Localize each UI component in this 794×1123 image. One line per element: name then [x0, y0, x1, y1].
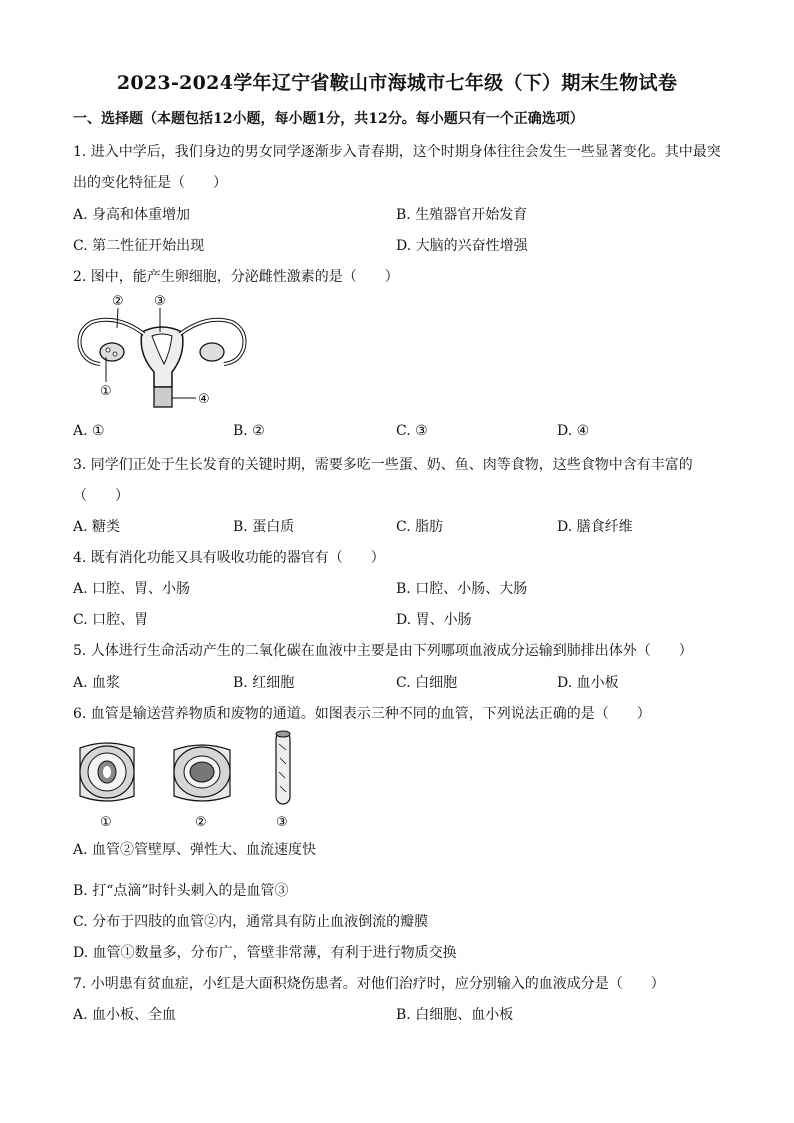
q5-option-d[interactable]: D. 血小板	[557, 675, 619, 691]
q2-option-a[interactable]: A. ①	[73, 423, 105, 439]
q6-label-1: ①	[100, 815, 112, 830]
q3-option-b[interactable]: B. 蛋白质	[233, 519, 295, 535]
q1-stem-line2: 出的变化特征是（ ）	[73, 175, 227, 191]
q3-option-c[interactable]: C. 脂肪	[396, 519, 444, 535]
q2-stem: 2. 图中，能产生卵细胞，分泌雌性激素的是（ ）	[73, 269, 399, 285]
q7-option-b[interactable]: B. 白细胞、血小板	[396, 1007, 514, 1023]
q1-option-d[interactable]: D. 大脑的兴奋性增强	[396, 238, 528, 254]
q1-stem-line1: 1. 进入中学后，我们身边的男女同学逐渐步入青春期，这个时期身体往往会发生一些显著变化。其中最突	[73, 144, 721, 160]
q4-option-a[interactable]: A. 口腔、胃、小肠	[73, 581, 191, 597]
q6-option-d[interactable]: D. 血管①数量多，分布广，管壁非常薄，有利于进行物质交换	[73, 945, 457, 961]
q2-label-1: ①	[100, 384, 112, 399]
q5-option-a[interactable]: A. 血浆	[73, 675, 121, 691]
q4-option-b[interactable]: B. 口腔、小肠、大肠	[396, 581, 528, 597]
page-title: 2023-2024学年辽宁省鞍山市海城市七年级（下）期末生物试卷	[116, 72, 678, 94]
q3-stem-line1: 3. 同学们正处于生长发育的关键时期，需要多吃一些蛋、奶、鱼、肉等食物，这些食物中含有丰富的	[73, 457, 693, 473]
q6-option-c[interactable]: C. 分布于四肢的血管②内，通常具有防止血液倒流的瓣膜	[73, 914, 429, 930]
q6-label-2: ②	[195, 815, 207, 830]
q2-label-4: ④	[198, 392, 210, 407]
q1-option-b[interactable]: B. 生殖器官开始发育	[396, 207, 528, 223]
q4-option-c[interactable]: C. 口腔、胃	[73, 612, 149, 628]
left-ovary	[100, 343, 124, 361]
q3-option-d[interactable]: D. 膳食纤维	[557, 519, 633, 535]
q2-option-b[interactable]: B. ②	[233, 423, 265, 439]
q5-stem: 5. 人体进行生命活动产生的二氧化碳在血液中主要是由下列哪项血液成分运输到肺排出体外（ ）	[73, 643, 693, 659]
q7-option-a[interactable]: A. 血小板、全血	[73, 1007, 177, 1023]
q3-option-a[interactable]: A. 糖类	[73, 519, 121, 535]
q4-stem: 4. 既有消化功能又具有吸收功能的器官有（ ）	[73, 550, 385, 566]
q5-option-c[interactable]: C. 白细胞	[396, 675, 458, 691]
blood-vessels-figure	[72, 728, 302, 832]
q2-option-c[interactable]: C. ③	[396, 423, 428, 439]
vagina-shape	[154, 387, 172, 407]
female-reproductive-system-figure	[72, 292, 252, 412]
q5-option-b[interactable]: B. 红细胞	[233, 675, 295, 691]
q2-option-d[interactable]: D. ④	[557, 423, 590, 439]
q6-option-a[interactable]: A. 血管②管壁厚、弹性大、血流速度快	[73, 842, 317, 858]
q1-option-a[interactable]: A. 身高和体重增加	[73, 207, 191, 223]
q3-stem-line2: （ ）	[73, 488, 129, 504]
q6-label-3: ③	[276, 815, 288, 830]
q4-option-d[interactable]: D. 胃、小肠	[396, 612, 472, 628]
right-ovary	[200, 343, 224, 361]
q2-label-3: ③	[154, 294, 166, 309]
q2-label-2: ②	[112, 294, 124, 309]
q7-stem: 7. 小明患有贫血症，小红是大面积烧伤患者。对他们治疗时，应分别输入的血液成分是（ ）	[73, 976, 665, 992]
vessel-3-capillary	[276, 731, 290, 804]
section-heading: 一、选择题（本题包括12小题，每小题1分，共12分。每小题只有一个正确选项）	[73, 111, 584, 127]
q6-stem: 6. 血管是输送营养物质和废物的通道。如图表示三种不同的血管，下列说法正确的是（ ）	[73, 706, 651, 722]
q1-option-c[interactable]: C. 第二性征开始出现	[73, 238, 205, 254]
vessel-2-vein	[174, 745, 230, 801]
q6-option-b[interactable]: B. 打“点滴”时针头刺入的是血管③	[73, 883, 289, 899]
vessel-1-artery	[80, 743, 134, 801]
